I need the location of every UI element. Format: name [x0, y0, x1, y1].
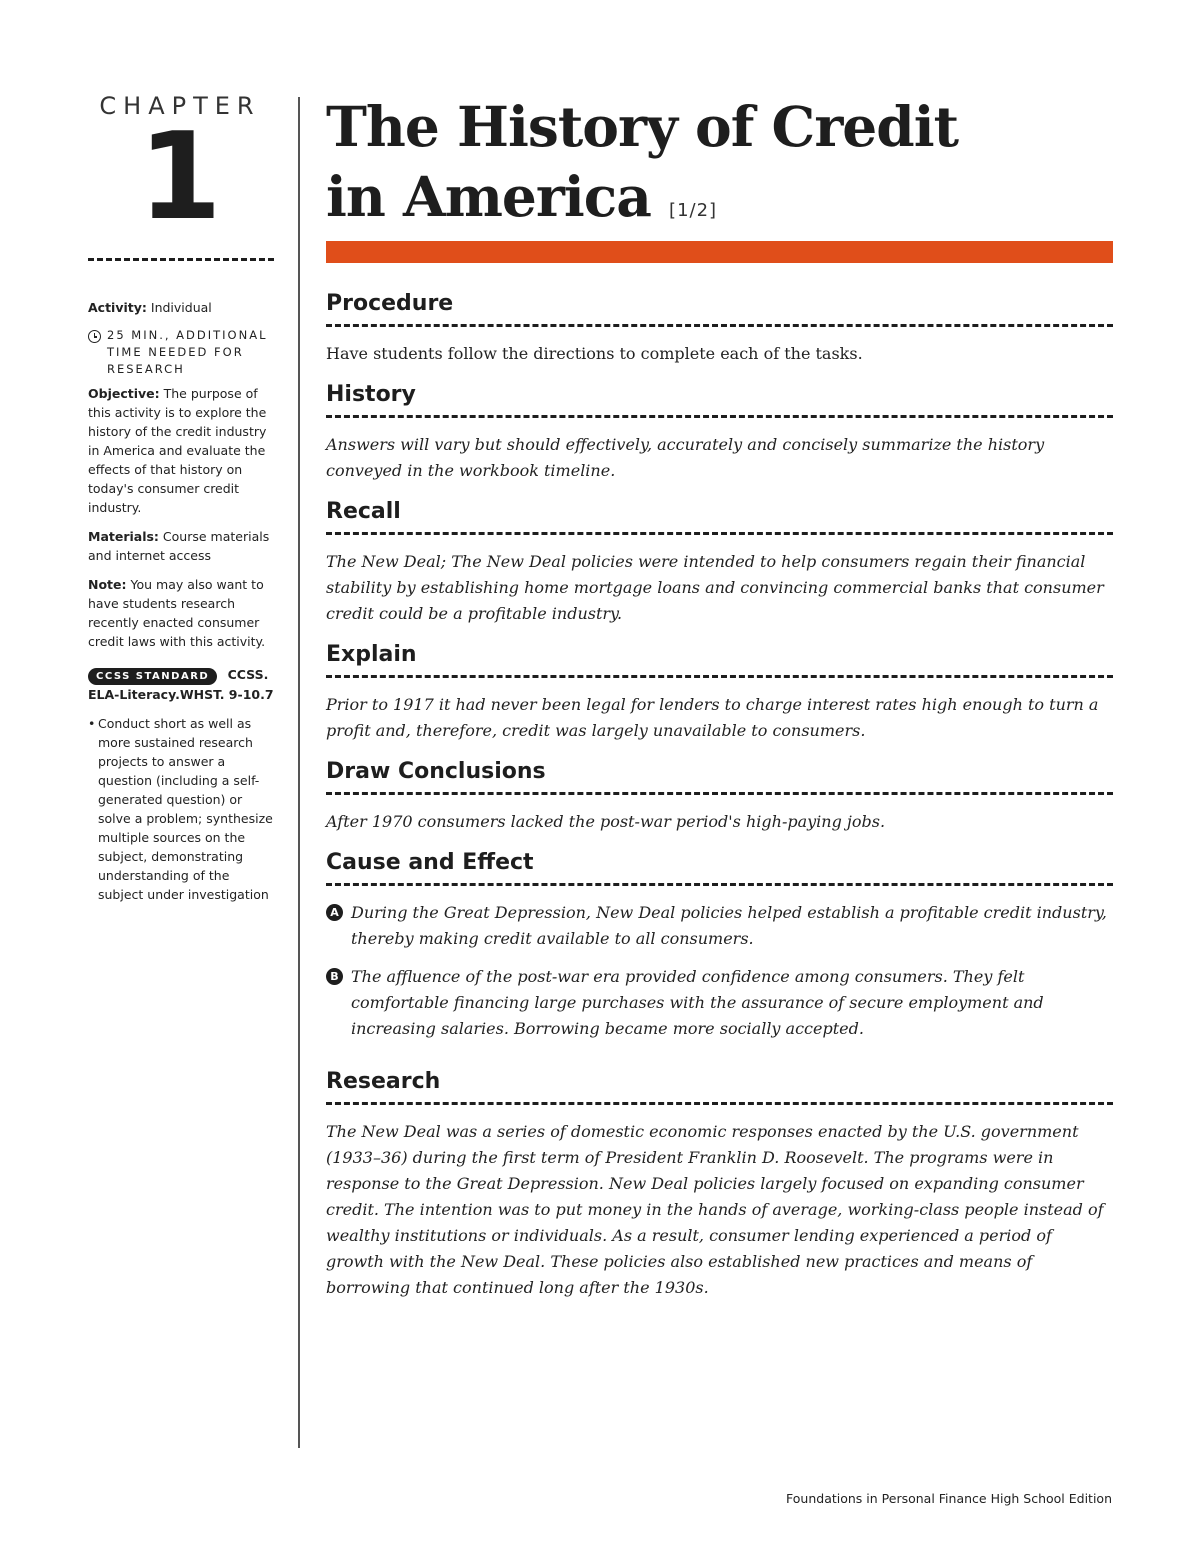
- answer-a-text: During the Great Depression, New Deal policies helped establish a profitable credit industry, thereby making credit available to all consumers.: [351, 903, 1107, 948]
- ccss-standard: [88, 665, 274, 704]
- section-divider: [326, 415, 1113, 418]
- title-line-2-text: in America: [326, 164, 651, 229]
- section-draw-conclusions: [326, 758, 1113, 835]
- column-divider: [298, 97, 300, 1448]
- section-divider: [326, 792, 1113, 795]
- sidebar-divider: [88, 258, 274, 261]
- section-divider: [326, 1102, 1113, 1105]
- answer-b-text: The affluence of the post-war era provided confidence among consumers. They felt comfortable financing large purchases with the assurance of secure employment and increasing salaries. Borrowing became more socially accepted.: [351, 967, 1044, 1038]
- section-recall: [326, 498, 1113, 627]
- section-text: After 1970 consumers lacked the post-war period's high-paying jobs.: [326, 812, 886, 831]
- ccss-standard-badge: CCSS STANDARD: [88, 668, 217, 685]
- standard-bullet-text: Conduct short as well as more sustained research projects to answer a question (including a self-generated question) or solve a problem; synthesize multiple sources on the subject, demonstrating understanding of the subject under investigation: [98, 716, 273, 902]
- standard-bullet: [88, 714, 274, 904]
- chapter-label: CHAPTER: [99, 92, 261, 120]
- title-line-2: [326, 162, 1126, 246]
- page-title: [326, 92, 1126, 246]
- section-divider: [326, 883, 1113, 886]
- note-block: [88, 575, 274, 651]
- chapter-number: 1: [138, 108, 222, 247]
- section-text: Have students follow the directions to complete each of the tasks.: [326, 344, 863, 363]
- answer-a: [326, 900, 1113, 952]
- section-heading: Procedure: [326, 291, 454, 316]
- ccss-standard-code: CCSS. ELA-Literacy.WHST. 9-10.7: [88, 667, 274, 702]
- section-text: The New Deal; The New Deal policies were intended to help consumers regain their financial stability by establishing home mortgage loans and convincing commercial banks that consumer credit could be a profitable industry.: [326, 552, 1104, 623]
- objective-block: [88, 384, 274, 517]
- activity-line: [88, 298, 274, 317]
- section-text: Answers will vary but should effectively, accurately and concisely summarize the history conveyed in the workbook timeline.: [326, 435, 1045, 480]
- title-line-1: The History of Credit: [326, 94, 959, 159]
- section-procedure: [326, 290, 1113, 367]
- materials-label: Materials:: [88, 529, 159, 544]
- objective-label: Objective:: [88, 386, 160, 401]
- section-heading: History: [326, 382, 416, 407]
- section-divider: [326, 675, 1113, 678]
- objective-text: The purpose of this activity is to explore the history of the credit industry in America and evaluate the effects of that history on today's consumer credit industry.: [88, 386, 267, 515]
- activity-sidebar: [88, 298, 274, 904]
- answer-b: [326, 964, 1113, 1042]
- section-heading: Recall: [326, 499, 401, 524]
- section-heading: Research: [326, 1069, 441, 1094]
- section-text: The New Deal was a series of domestic economic responses enacted by the U.S. government (1933–36) during the first term of President Franklin D. Roosevelt. The programs were in response to the Great Depression. New Deal policies largely focused on expanding consumer credit. The intention was to put money in the hands of average, working-class people instead of wealthy institutions or individuals. As a result, consumer lending experienced a period of growth with the New Deal. These policies also established new practices and means of borrowing that continued long after the 1930s.: [326, 1122, 1104, 1297]
- activity-value: Individual: [150, 300, 212, 315]
- section-heading: Draw Conclusions: [326, 759, 546, 784]
- activity-label: Activity:: [88, 300, 147, 315]
- time-estimate: [88, 327, 274, 378]
- note-text: You may also want to have students research recently enacted consumer credit laws with this activity.: [88, 577, 266, 649]
- section-divider: [326, 532, 1113, 535]
- section-research: [326, 1068, 1113, 1301]
- footer-text: Foundations in Personal Finance High School Edition: [786, 1491, 1112, 1506]
- page-marker: [1/2]: [669, 200, 718, 221]
- clock-icon: [88, 330, 101, 343]
- materials-block: [88, 527, 274, 565]
- answer-b-badge: B: [326, 968, 343, 985]
- section-heading: Cause and Effect: [326, 850, 534, 875]
- bullet-icon: •: [88, 716, 96, 731]
- answer-key: [326, 290, 1113, 1301]
- time-text: 25 MIN., ADDITIONAL TIME NEEDED FOR RESEARCH: [107, 328, 268, 376]
- title-accent-bar: [326, 241, 1113, 263]
- section-divider: [326, 324, 1113, 327]
- section-history: [326, 381, 1113, 484]
- section-cause-effect: [326, 849, 1113, 1042]
- answer-a-badge: A: [326, 904, 343, 921]
- section-heading: Explain: [326, 642, 417, 667]
- section-explain: [326, 641, 1113, 744]
- materials-text: Course materials and internet access: [88, 529, 270, 563]
- section-text: Prior to 1917 it had never been legal for lenders to charge interest rates high enough to turn a profit and, therefore, credit was largely unavailable to consumers.: [326, 695, 1099, 740]
- note-label: Note:: [88, 577, 127, 592]
